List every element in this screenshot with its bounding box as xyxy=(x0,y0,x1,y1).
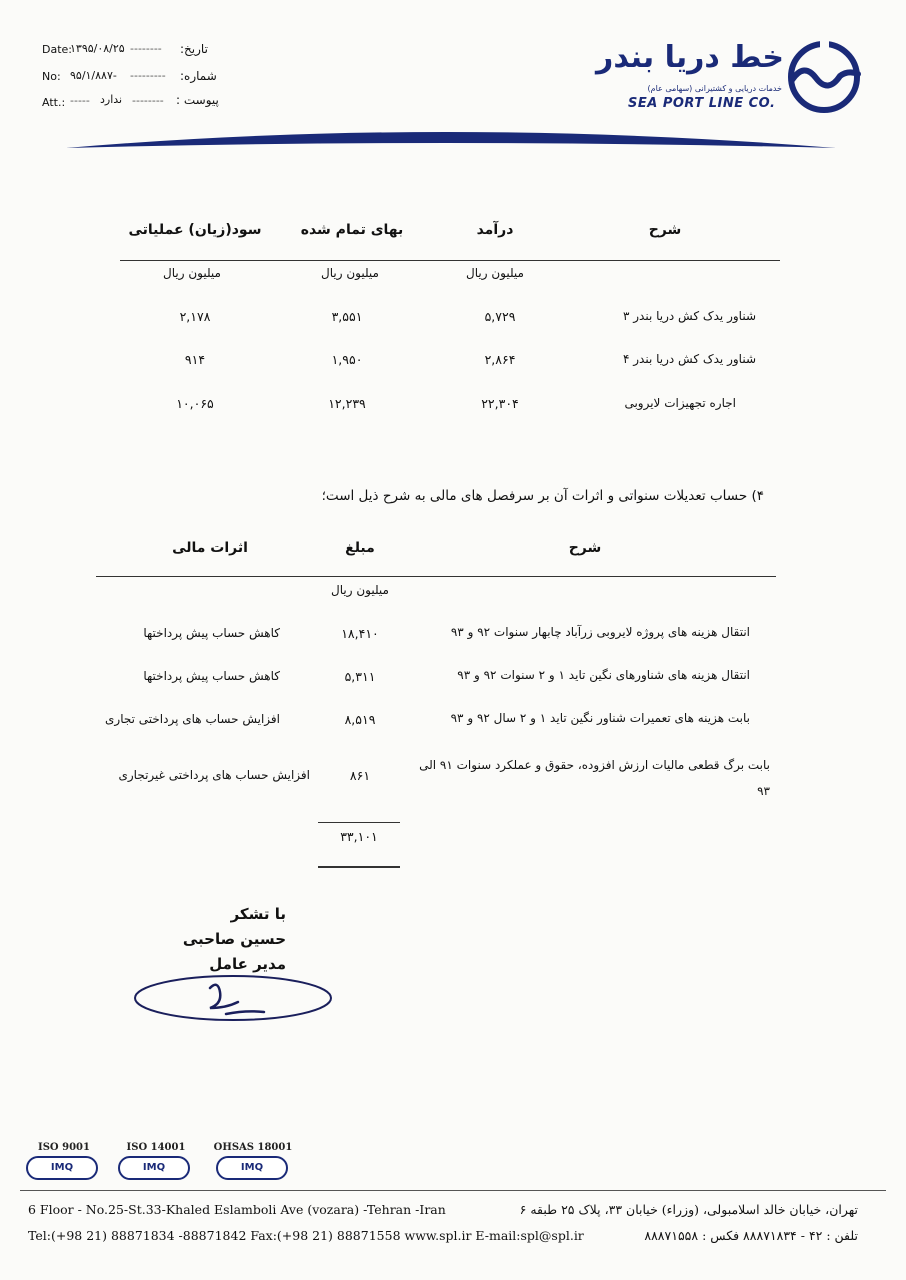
no-value: ۹۵/۱/۸۸۷- xyxy=(70,69,117,82)
signature-thanks: با تشکر xyxy=(230,905,286,923)
t2-total-rule-top xyxy=(318,822,400,823)
t1-row-1-desc: شناور یدک کش دریا بندر ۳ xyxy=(622,309,756,323)
t1-row-3-desc: اجاره تجهیزات لایروبی xyxy=(624,396,736,410)
t1-row-3-cost: ۱۲,۲۳۹ xyxy=(328,396,366,411)
imq-badge-icon: IMQ xyxy=(26,1156,98,1180)
handwritten-signature xyxy=(130,968,340,1028)
logo-subtitle-fa: خدمات دریایی و کشتیرانی (سهامی عام) xyxy=(647,84,782,93)
t1-unit-profit: میلیون ریال xyxy=(163,266,221,280)
meta-block xyxy=(42,40,232,110)
t2-row-3-desc: بابت هزینه های تعمیرات شناور نگین تاید ۱ و ۲ سال ۹۲ و ۹۳ xyxy=(450,711,750,725)
cert-iso14001 xyxy=(118,1142,194,1182)
t1-row-1-revenue: ۵,۷۲۹ xyxy=(484,309,516,324)
t2-row-4-effect: افزایش حساب های پرداختی غیرتجاری xyxy=(118,768,310,782)
t1-row-2-cost: ۱,۹۵۰ xyxy=(331,352,363,367)
t1-row-1-profit: ۲,۱۷۸ xyxy=(179,309,211,324)
cert-iso9001-title: ISO 9001 xyxy=(38,1142,90,1153)
t2-row-2-amount: ۵,۳۱۱ xyxy=(344,669,376,684)
logo-title-fa: خط دریا بندر xyxy=(596,40,784,75)
t1-row-2-desc: شناور یدک کش دریا بندر ۴ xyxy=(622,352,756,366)
no-label-fa: شماره: xyxy=(180,69,217,83)
att-dots: ----- xyxy=(70,94,90,107)
t2-header-amount: مبلغ xyxy=(345,540,375,556)
t1-row-1-cost: ۳,۵۵۱ xyxy=(331,309,363,324)
t2-row-3-effect: افزایش حساب های پرداختی تجاری xyxy=(105,712,280,726)
cert-iso14001-title: ISO 14001 xyxy=(126,1142,186,1153)
date-label-fa: تاریخ: xyxy=(180,42,208,56)
t1-row-2-revenue: ۲,۸۶۴ xyxy=(484,352,516,367)
att-value: ندارد xyxy=(100,93,123,106)
cert-ohsas18001-title: OHSAS 18001 xyxy=(213,1142,293,1153)
t2-unit-amount: میلیون ریال xyxy=(331,583,389,597)
t2-row-3-amount: ۸,۵۱۹ xyxy=(344,712,376,727)
t1-header-rule xyxy=(120,260,780,261)
section-4-title: ۴) حساب تعدیلات سنواتی و اثرات آن بر سرفصل های مالی به شرح ذیل است؛ xyxy=(321,488,764,504)
t2-row-1-amount: ۱۸,۴۱۰ xyxy=(341,626,379,641)
t2-row-2-desc: انتقال هزینه های شناورهای نگین تاید ۱ و ۲ سنوات ۹۲ و ۹۳ xyxy=(457,668,750,682)
company-logo xyxy=(596,38,862,124)
t1-row-2-profit: ۹۱۴ xyxy=(184,352,206,367)
t1-row-3-profit: ۱۰,۰۶۵ xyxy=(176,396,214,411)
cert-iso9001 xyxy=(26,1142,102,1182)
att-label-fa: پیوست : xyxy=(176,93,219,107)
t2-row-4-desc: بابت برگ قطعی مالیات ارزش افزوده، حقوق و عملکرد سنوات ۹۱ الی ۹۳ xyxy=(419,758,770,798)
t2-row-4-amount: ۸۶۱ xyxy=(349,768,371,783)
footer-contact-fa: تلفن : ۴۲ - ۸۸۸۷۱۸۳۴ فکس : ۸۸۸۷۱۵۵۸ xyxy=(644,1228,858,1243)
t1-header-revenue: درآمد xyxy=(476,222,514,238)
signature-title: مدیر عامل xyxy=(209,955,286,973)
t2-row-1-effect: کاهش حساب پیش پرداختها xyxy=(143,626,280,640)
date-label-en: Date: xyxy=(42,43,72,56)
t1-unit-cost: میلیون ریال xyxy=(321,266,379,280)
footer-contact-en: Tel:(+98 21) 88871834 -88871842 Fax:(+98 21) 88871558 www.spl.ir E-mail:spl@spl.ir xyxy=(28,1228,584,1243)
imq-badge-icon: IMQ xyxy=(118,1156,190,1180)
no-label-en: No: xyxy=(42,70,61,83)
signature-name: حسین صاحبی xyxy=(182,930,286,948)
t2-row-2-effect: کاهش حساب پیش پرداختها xyxy=(143,669,280,683)
footer-address-fa: تهران، خیابان خالد اسلامبولی، (وزراء) خیابان ۳۳، پلاک ۲۵ طبقه ۶ xyxy=(519,1202,858,1217)
footer-address-en: 6 Floor - No.25-St.33-Khaled Eslamboli Ave (vozara) -Tehran -Iran xyxy=(28,1202,446,1217)
t1-header-cost: بهای تمام شده xyxy=(300,222,404,238)
date-dots: -------- xyxy=(130,42,162,55)
header-swoosh xyxy=(60,126,840,152)
t2-header-effect: اثرات مالی xyxy=(172,540,248,556)
t1-row-3-revenue: ۲۲,۳۰۴ xyxy=(481,396,519,411)
imq-badge-icon: IMQ xyxy=(216,1156,288,1180)
t1-header-desc: شرح xyxy=(648,222,682,238)
t1-unit-revenue: میلیون ریال xyxy=(466,266,524,280)
logo-title-en: SEA PORT LINE CO. xyxy=(628,96,776,111)
t2-header-desc: شرح xyxy=(568,540,602,556)
cert-ohsas18001 xyxy=(210,1142,296,1182)
t2-header-rule xyxy=(96,576,776,577)
t2-total-rule-bottom xyxy=(318,866,400,868)
t2-total: ۳۳,۱۰۱ xyxy=(340,829,378,844)
att-label-en: Att.: xyxy=(42,96,66,109)
t2-row-1-desc: انتقال هزینه های پروژه لایروبی زرآباد چابهار سنوات ۹۲ و ۹۳ xyxy=(450,625,750,639)
footer-rule xyxy=(20,1190,886,1191)
att-dots-2: -------- xyxy=(132,94,164,107)
t1-header-profit: سود(زیان) عملیاتی xyxy=(128,222,262,238)
date-value: ۱۳۹۵/۰۸/۲۵ xyxy=(70,42,125,55)
no-dots: --------- xyxy=(130,69,166,82)
wave-emblem-icon xyxy=(786,40,862,114)
